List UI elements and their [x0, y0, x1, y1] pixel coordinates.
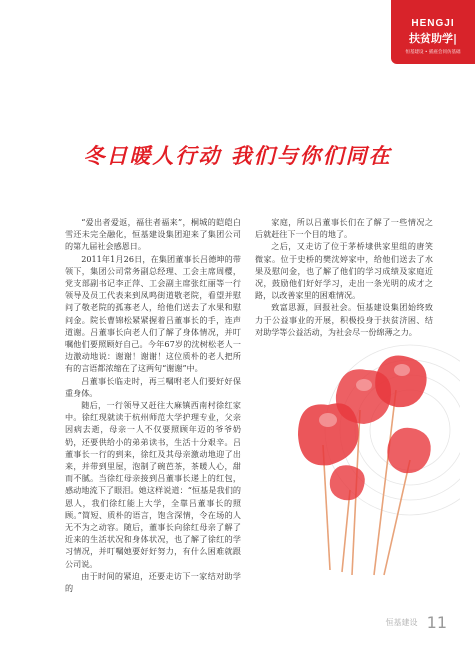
article-paragraph: 随后，一行领导又赶往大麻镇西南村徐红家中。徐红现就读于杭州师范大学护理专业，父亲因病去逝，母亲一人不仅要照顾年迈的爷爷奶奶，还要供给小的弟弟读书，生活十分艰辛。吕董事长一行的到来，徐红及其母亲激动地迎了出来，并带到里屋，泡制了碗芭茶，茶暖人心，甜而不腻。当徐红母亲接到吕董事长递上的红包，感动地流下了眼泪。她这样说道：“恒基是我们的恩人，我们徐红能上大学，全靠吕董事长的照顾。”简短、质朴的语言，饱含深情，令在场的人无不为之动容。随后，董事长向徐红母亲了解了近来的生活状况和身体状况，也了解了徐红的学习情况，并叮嘱她要好好努力，有什么困难就跟公司说。 [65, 400, 241, 569]
section-badge [391, 0, 475, 64]
slogan-label: 恒基建设 • 插座会同仿基础 [405, 50, 461, 55]
article-paragraph: 家庭，所以吕董事长们在了解了一些情况之后就赶往下一个目的地了。 [255, 217, 433, 240]
brand-label: HENGJI [411, 18, 455, 29]
article-paragraph: 吕董事长临走时，再三嘱咐老人们要好好保重身体。 [65, 375, 241, 398]
footer-label: 恒基建设 [385, 618, 418, 627]
text-column-right [255, 216, 433, 338]
article-title: 冬日暖人行动 我们与你们同在 [83, 144, 392, 168]
article-paragraph: “爱出者爱返，福往者福来”，桐城的皑皑白雪还未完全融化，恒基建设集团迎来了集团公司的第九届社会感恩日。 [65, 217, 241, 252]
article-paragraph: 由于时间的紧迫，还要走访下一家结对助学的 [65, 570, 241, 594]
page-footer [386, 612, 447, 632]
red-flowers-illustration [278, 350, 438, 580]
text-column-left [65, 216, 241, 594]
article-paragraph: 致富思源，回报社会。恒基建设集团始终致力于公益事业的开展，积极投身于扶贫济困、结对助学等公益活动，为社会尽一份绵薄之力。 [255, 302, 433, 337]
page-number: 11 [426, 613, 447, 632]
column-label: 扶贫助学| [408, 32, 458, 45]
article-paragraph: 2011年1月26日，在集团董事长吕德坤的带领下，集团公司常务副总经理、工会主席周樱，党支部副书记李正萍、工会副主席张红丽等一行领导及员工代表来到凤鸣街道敬老院，看望并慰问了敬老院的孤寡老人，给他们送去了水果和慰问金。院长曹锦松紧紧握着吕董事长的手，连声道谢。吕董事长向老人们了解了身体情况，并叮嘱他们要照顾好自己。今年67岁的沈树松老人一边激动地说：谢谢！谢谢！这位质朴的老人把所有的言语都浓缩在了这两句“谢谢”中。 [65, 253, 241, 374]
article-paragraph: 之后，又走访了位于茅桥埭供家里组的唐笑微家。位于史桥的樊沈婷家中，给他们送去了水果及慰问金，也了解了他们的学习成绩及家庭近况，鼓励他们好好学习，走出一条光明的成才之路，以改善家里的困难情况。 [255, 241, 433, 301]
